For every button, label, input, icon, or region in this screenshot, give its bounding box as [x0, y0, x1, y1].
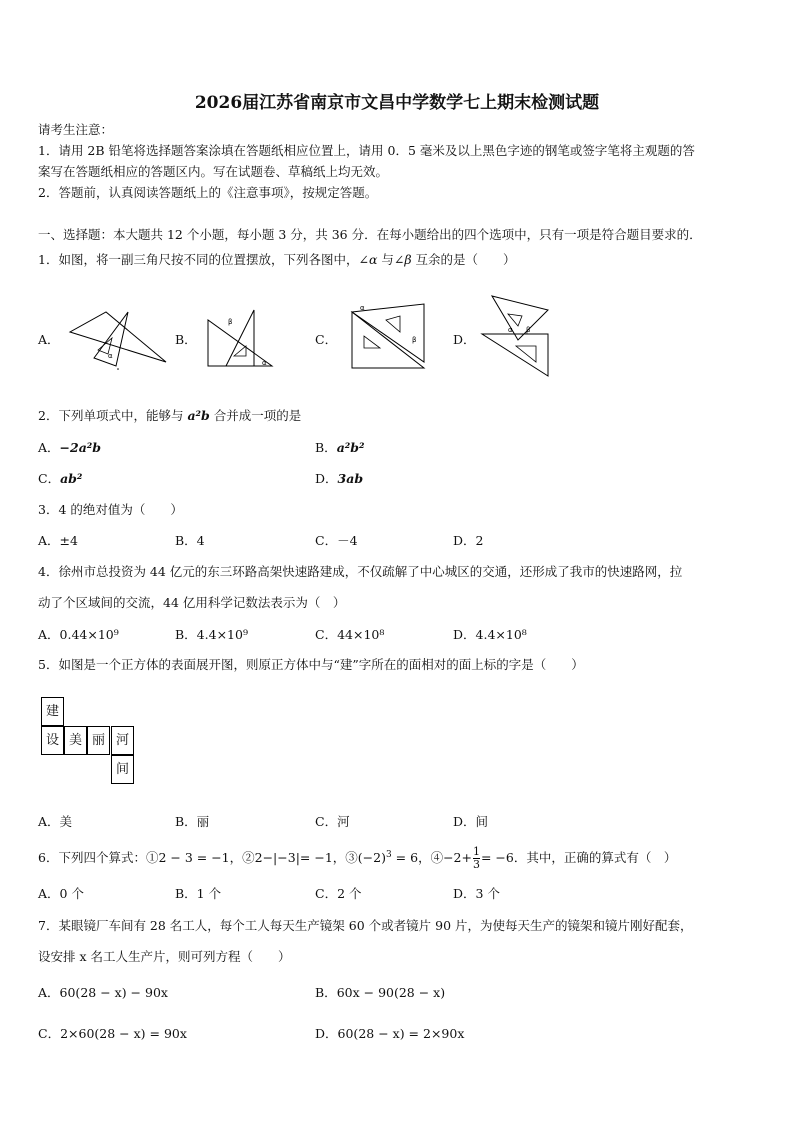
notice-heading: 请考生注意： — [38, 122, 114, 137]
cube-face: 河 — [111, 726, 134, 755]
q1-figure-d — [478, 294, 552, 380]
question-2-stem: 2．下列单项式中，能够与 a²b 合并成一项的是 — [38, 408, 302, 423]
cube-face: 设 — [41, 726, 64, 755]
q5-option-c: C．河 — [315, 814, 350, 829]
q4-option-c: C．44×10⁸ — [315, 627, 385, 642]
q1-option-c-label: C． — [315, 332, 338, 347]
q7-option-c: C．2×60(28 − x) = 90x — [38, 1026, 187, 1041]
q6-option-c: C．2 个 — [315, 886, 362, 901]
notice-item-1: 1．请用 2B 铅笔将选择题答案涂填在答题纸相应位置上，请用 0．5 毫米及以上黑色字迹的钢笔或签字笔将主观题的答 — [38, 143, 695, 158]
q1-figure-a — [68, 310, 170, 372]
question-4-stem-cont: 动了个区域间的交流，44 亿用科学记数法表示为（ ） — [38, 595, 346, 610]
question-4-stem: 4．徐州市总投资为 44 亿元的东三环路高架快速路建成，不仅疏解了中心城区的交通，还形成了我市的快速路网，拉 — [38, 564, 683, 579]
section-heading: 一、选择题：本大题共 12 个小题，每小题 3 分，共 36 分．在每小题给出的四个选项中，只有一项是符合题目要求的． — [38, 227, 702, 242]
q5-option-d: D．间 — [453, 814, 489, 829]
question-7-stem-cont: 设安排 x 名工人生产片，则可列方程（ ） — [38, 949, 291, 964]
q5-option-a: A．美 — [38, 814, 73, 829]
q6-option-d: D．3 个 — [453, 886, 500, 901]
cube-face: 建 — [41, 697, 64, 726]
q1-figure-c — [346, 302, 430, 370]
beta-label: β — [228, 318, 233, 326]
q4-option-b: B．4.4×10⁹ — [175, 627, 248, 642]
q7-option-b: B．60x − 90(28 − x) — [315, 985, 446, 1000]
q2-option-a: A．−2a²b — [38, 440, 102, 455]
question-6-stem: 6．下列四个算式：①2 − 3 = −1，②2−|−3|= −1，$③(-2)^3 = 6$，④−2+ $\frac{1}{3}$ = −6．其中，正确的算式有（ ） — [38, 845, 677, 871]
q2-option-b: B．a²b² — [315, 440, 365, 455]
q6-option-a: A．0 个 — [38, 886, 84, 901]
alpha-label: α — [262, 359, 267, 367]
q3-option-c: C．－4 — [315, 533, 358, 548]
q1-option-a-label: A． — [38, 332, 60, 347]
notice-item-1-cont: 案写在答题纸相应的答题区内。写在试题卷、草稿纸上均无效。 — [38, 164, 389, 179]
alpha-label: α — [108, 352, 113, 360]
q4-option-a: A．0.44×10⁹ — [38, 627, 119, 642]
page-title: 2026届江苏省南京市文昌中学数学七上期末检测试题 — [194, 93, 600, 113]
notice-item-2: 2．答题前，认真阅读答题纸上的《注意事项》，按规定答题。 — [38, 185, 378, 200]
alpha-label: α — [508, 326, 513, 334]
cube-net — [41, 697, 137, 789]
q2-option-c: C．ab² — [38, 471, 83, 486]
question-3-stem: 3．4 的绝对值为（ ） — [38, 502, 183, 517]
q1-option-b-label: B． — [175, 332, 197, 347]
question-7-stem: 7．某眼镜厂车间有 28 名工人，每个工人每天生产镜架 60 个或者镜片 90 片，为使每天生产的镜架和镜片刚好配套， — [38, 918, 693, 933]
beta-label: β — [412, 336, 417, 344]
q6-option-b: B．1 个 — [175, 886, 222, 901]
beta-label: β — [526, 326, 531, 334]
q4-option-d: D．4.4×10⁸ — [453, 627, 527, 642]
q2-option-d: D．3ab — [315, 471, 364, 486]
cube-face: 丽 — [87, 726, 110, 755]
q7-option-a: A．60(28 − x) − 90x — [38, 985, 168, 1000]
cube-face: 间 — [111, 755, 134, 784]
q3-option-b: B．4 — [175, 533, 205, 548]
q5-option-b: B．丽 — [175, 814, 210, 829]
question-1-stem: 1．如图，将一副三角尺按不同的位置摆放，下列各图中，∠α 与∠β 互余的是（ ） — [38, 252, 516, 267]
fraction: $\frac{1}{3}$ — [472, 845, 480, 871]
q7-option-d: D．60(28 − x) = 2×90x — [315, 1026, 465, 1041]
q1-figure-b — [206, 308, 284, 370]
q1-option-d-label: D． — [453, 332, 476, 347]
question-5-stem: 5．如图是一个正方体的表面展开图，则原正方体中与“建”字所在的面相对的面上标的字是（ ） — [38, 657, 584, 672]
alpha-label: α — [360, 304, 365, 312]
q3-option-d: D．2 — [453, 533, 484, 548]
cube-face: 美 — [64, 726, 87, 755]
q3-option-a: A．±4 — [38, 533, 78, 548]
